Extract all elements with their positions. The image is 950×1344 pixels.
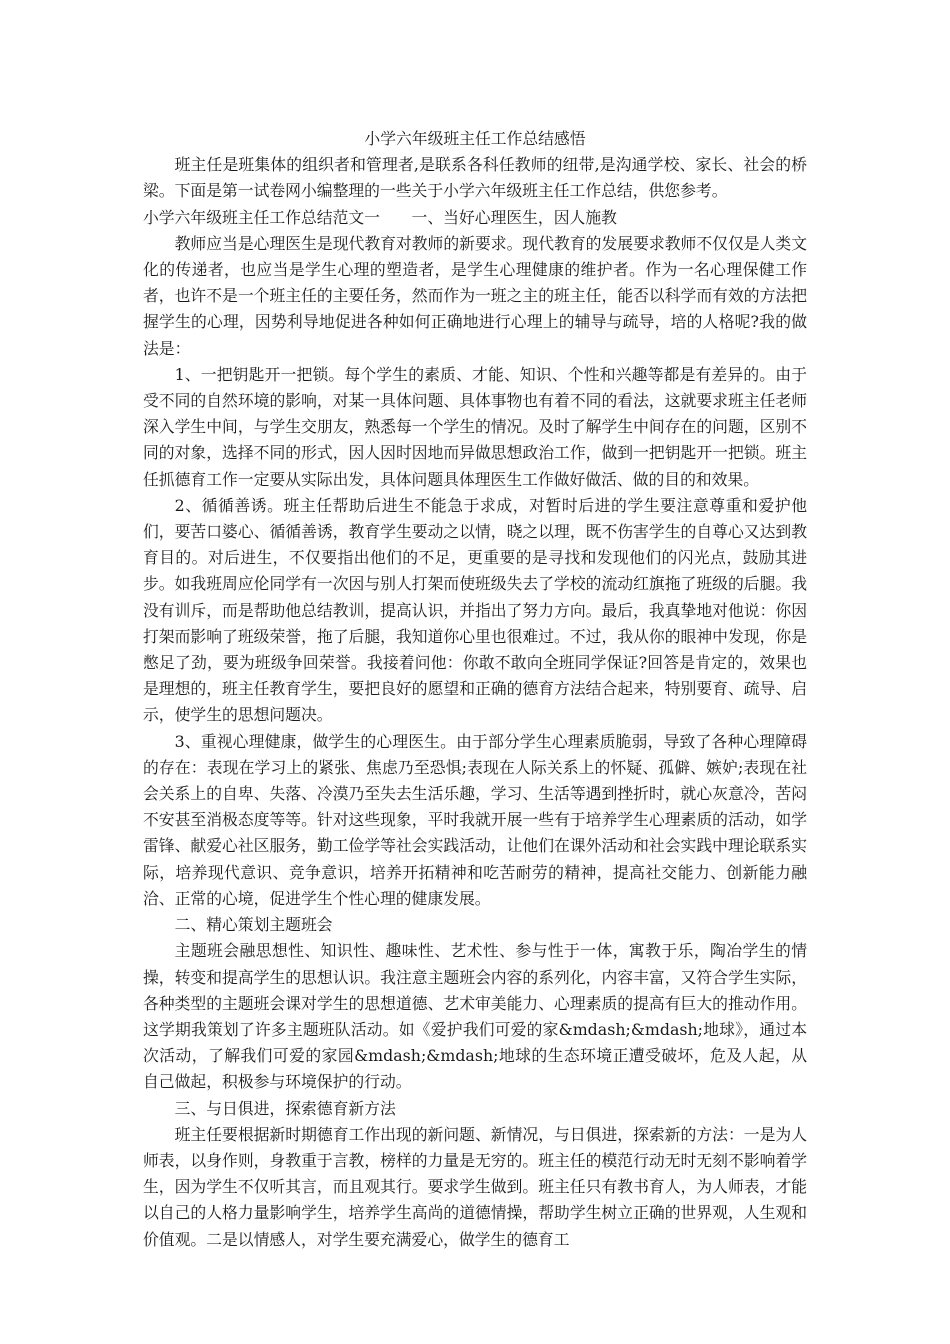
body-paragraph: 教师应当是心理医生是现代教育对教师的新要求。现代教育的发展要求教师不仅仅是人类文化的传递者，也应当是学生心理的塑造者，是学生心理健康的维护者。作为一名心理保健工作者，也许不是一个班主任的主要任务，然而作为一班之主的班主任，能否以科学而有效的方法把握学生的心理，因势利导地促进各种如何正确地进行心理上的辅导与疏导，培的人格呢?我的做法是： <box>143 233 807 358</box>
section-heading: 三、与日俱进，探索德育新方法 <box>174 1098 396 1118</box>
section-heading-line: 小学六年级班主任工作总结范文一 一、当好心理医生，因人施教 <box>143 207 617 227</box>
document-body <box>143 126 807 1253</box>
section-heading: 二、精心策划主题班会 <box>174 915 333 935</box>
body-paragraph: 班主任要根据新时期德育工作出现的新问题、新情况，与日俱进，探索新的方法：一是为人师表，以身作则，身教重于言教，榜样的力量是无穷的。班主任的模范行动无时无刻不影响着学生，因为学生不仅听其言，而且观其行。要求学生做到。班主任只有教书育人，为人师表，才能以自己的人格力量影响学生，培养学生高尚的道德情操，帮助学生树立正确的世界观，人生观和价值观。二是以情感人，对学生要充满爱心，做学生的德育工 <box>143 1124 807 1249</box>
body-paragraph: 2、循循善诱。班主任帮助后进生不能急于求成，对暂时后进的学生要注意尊重和爱护他们，要苦口婆心、循循善诱，教育学生要动之以情，晓之以理，既不伤害学生的自尊心又达到教育目的。对后进生，不仅要指出他们的不足，更重要的是寻找和发现他们的闪光点，鼓励其进步。如我班周应伦同学有一次因与别人打架而使班级失去了学校的流动红旗拖了班级的后腿。我没有训斥，而是帮助他总结教训，提高认识，并指出了努力方向。最后，我真挚地对他说：你因打架而影响了班级荣誉，拖了后腿，我知道你心里也很难过。不过，我从你的眼神中发现，你是憋足了劲，要为班级争回荣誉。我接着问他：你敢不敢向全班同学保证?回答是肯定的，效果也是理想的，班主任教育学生，要把良好的愿望和正确的德育方法结合起来，特别要育、疏导、启示，使学生的思想问题决。 <box>143 495 807 725</box>
intro-paragraph: 班主任是班集体的组织者和管理者,是联系各科任教师的纽带,是沟通学校、家长、社会的桥梁。下面是第一试卷网小编整理的一些关于小学六年级班主任工作总结，供您参考。 <box>143 155 807 201</box>
document-title: 小学六年级班主任工作总结感悟 <box>364 129 586 148</box>
body-paragraph: 主题班会融思想性、知识性、趣味性、艺术性、参与性于一体，寓教于乐，陶冶学生的情操，转变和提高学生的思想认识。我注意主题班会内容的系列化，内容丰富，又符合学生实际，各种类型的主题班会课对学生的思想道德、艺术审美能力、心理素质的提高有巨大的推动作用。这学期我策划了许多主题班队活动。如《爱护我们可爱的家&mdash;&mdash;地球》，通过本次活动，了解我们可爱的家园&mdash;&mdash;地球的生态环境正遭受破坏，危及人起，从自己做起，积极参与环境保护的行动。 <box>143 941 807 1092</box>
body-paragraph: 1、一把钥匙开一把锁。每个学生的素质、才能、知识、个性和兴趣等都是有差异的。由于受不同的自然环境的影响，对某一具体问题、具体事物也有着不同的看法，这就要求班主任老师深入学生中间，与学生交朋友，熟悉每一个学生的情况。及时了解学生中间存在的问题，区别不同的对象，选择不同的形式，因人因时因地而异做思想政治工作，做到一把钥匙开一把锁。班主任抓德育工作一定要从实际出发，具体问题具体理医生工作做好做活、做的目的和效果。 <box>143 364 807 489</box>
body-paragraph: 3、重视心理健康，做学生的心理医生。由于部分学生心理素质脆弱，导致了各种心理障碍的存在：表现在学习上的紧张、焦虑乃至恐惧;表现在人际关系上的怀疑、孤僻、嫉妒;表现在社会关系上的自卑、失落、冷漠乃至失去生活乐趣，学习、生活等遇到挫折时，就心灰意冷，苦闷不安甚至消极态度等等。针对这些现象，平时我就开展一些有于培养学生心理素质的活动，如学雷锋、献爱心社区服务，勤工俭学等社会实践活动，让他们在课外活动和社会实践中理论联系实际，培养现代意识、竞争意识，培养开拓精神和吃苦耐劳的精神，提高社交能力、创新能力融洽、正常的心境，促进学生个性心理的健康发展。 <box>143 731 807 908</box>
